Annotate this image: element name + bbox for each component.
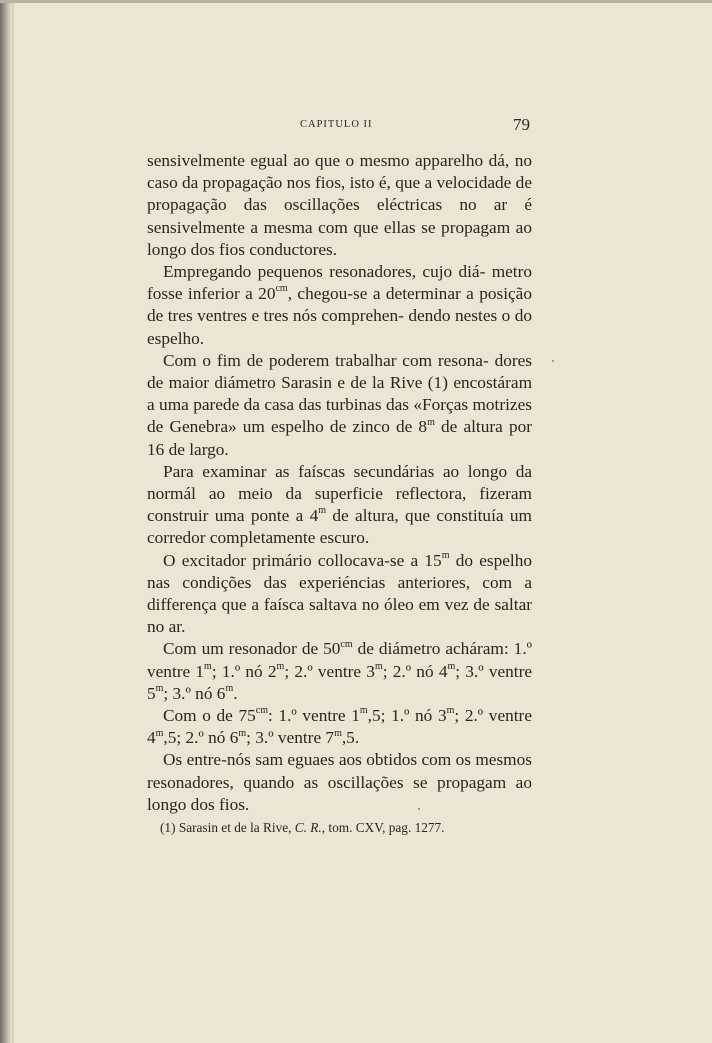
unit-superscript: m: [447, 660, 456, 672]
text-line: ; 3.º nó 6: [163, 683, 226, 703]
footnote-text: (1) Sarasin et de la Rive,: [160, 820, 295, 835]
chapter-title: CAPITULO II: [300, 119, 373, 130]
text-line: um corredor completamente escuro.: [147, 506, 532, 548]
unit-superscript: m: [374, 660, 383, 672]
text-line: no ar é sensivelmente a mesma com que ellas se: [147, 195, 532, 237]
text-line: ,5; 1.º nó 3: [367, 706, 447, 726]
body-text: [147, 150, 532, 816]
paragraph-2: [147, 261, 532, 350]
text-line: zinco de 8: [352, 417, 428, 437]
text-line: Com o fim de poderem trabalhar com resona-: [163, 350, 489, 370]
text-line: , chegou-se a determinar: [287, 284, 461, 304]
text-line: metro fosse inferior a 20: [147, 262, 532, 304]
text-line: sensivelmente egual ao que o mesmo apparelho: [147, 151, 484, 170]
text-line: 2.º ventre 4: [147, 706, 532, 748]
text-line: .: [233, 683, 238, 703]
text-line: com a differença que a faísca saltava no óleo em: [147, 572, 532, 615]
text-line: ,5; 2.º nó 6: [163, 728, 239, 748]
unit-superscript: m: [204, 660, 212, 672]
paragraph-5: [147, 550, 532, 639]
text-line: ;: [454, 706, 460, 726]
unit-superscript: m: [276, 660, 285, 672]
paragraph-7: [147, 705, 532, 749]
text-line: 4: [438, 661, 448, 681]
text-line: : 1.º ventre 1: [268, 706, 360, 726]
text-line: da normál ao meio da superficie reflectora, fizeram: [147, 461, 532, 504]
text-line: de altura por 16 de largo.: [147, 417, 532, 459]
text-line: dendo nestes o do espelho.: [147, 306, 532, 348]
text-line: velocidade de propagação das oscillações eléctricas: [147, 173, 532, 215]
unit-superscript: m: [359, 705, 368, 717]
unit-superscript: m: [446, 705, 455, 717]
book-spine-shadow: [12, 0, 14, 1043]
text-line: construir uma ponte a 4: [147, 506, 319, 526]
unit-superscript: cm: [275, 283, 288, 295]
text-line: ,5.: [341, 728, 360, 748]
text-line: de altura, que constituía: [326, 506, 504, 526]
unit-superscript: cm: [340, 638, 353, 650]
paragraph-8: [147, 749, 532, 816]
paragraph-3: [147, 350, 532, 461]
text-line: dá, no caso da propagação nos fios, isto é, que a: [147, 151, 532, 193]
unit-superscript: m: [155, 683, 164, 695]
text-line: de diámetro acháram:: [352, 639, 509, 659]
text-line: a posição de tres ventres e tres nós comprehen-: [147, 284, 532, 326]
paper-speck: [552, 360, 554, 362]
text-line: encostáram a uma parede da casa das turbinas: [147, 373, 533, 415]
text-line: mesmos resonadores, quando as oscillações se: [147, 750, 532, 792]
paper-speck: [418, 808, 420, 810]
running-header: [148, 115, 530, 137]
unit-superscript: cm: [255, 705, 268, 717]
page-left-edge: [0, 0, 12, 1043]
unit-superscript: m: [225, 683, 234, 695]
footnote-journal: C. R.,: [294, 820, 326, 835]
unit-superscript: m: [441, 549, 450, 561]
paragraph-4: [147, 461, 532, 550]
unit-superscript: m: [334, 727, 342, 739]
unit-superscript: m: [238, 727, 247, 739]
text-line: Com o de 75: [163, 706, 256, 726]
text-line: propagam ao longo dos fios conductores.: [147, 217, 532, 259]
footnote-reference: tom. CXV, pag. 1277.: [325, 820, 445, 835]
footnote: [160, 820, 540, 836]
text-line: ; 3.º ventre 7: [246, 728, 335, 748]
page-number: 79: [513, 115, 530, 134]
text-line: Os entre-nós sam eguaes aos obtidos com os: [163, 750, 471, 770]
text-line: ; 3.º ventre 5: [147, 661, 532, 703]
page-top-edge: [0, 0, 712, 3]
unit-superscript: m: [155, 727, 164, 739]
text-line: vez de saltar no ar.: [147, 595, 532, 637]
text-line: Para examinar as faíscas secundárias ao longo: [163, 461, 508, 481]
text-line: Com um resonador de 50: [163, 639, 341, 659]
paragraph-1: [147, 150, 532, 261]
text-line: ; 2.º ventre 3: [284, 661, 375, 681]
text-line: ; 1.º nó 2: [211, 661, 277, 681]
text-line: 1.º ventre 1: [147, 639, 532, 681]
text-line: do: [449, 550, 473, 570]
paragraph-6: [147, 638, 532, 705]
text-line: das «Forças motrizes de Genebra» um espelho de: [147, 395, 532, 437]
text-line: O excitador primário collocava-se a 15: [163, 550, 442, 570]
text-line: Empregando pequenos resonadores, cujo diá-: [163, 262, 486, 282]
text-line: propagam ao longo dos fios.: [147, 772, 532, 814]
text-line: ; 2.º nó: [382, 661, 434, 681]
text-line: dores de maior diámetro Sarasin e de la Rive (1): [147, 350, 532, 393]
unit-superscript: m: [318, 505, 327, 517]
unit-superscript: m: [427, 416, 435, 428]
text-line: espelho nas condições das experiéncias anteriores,: [147, 550, 533, 592]
